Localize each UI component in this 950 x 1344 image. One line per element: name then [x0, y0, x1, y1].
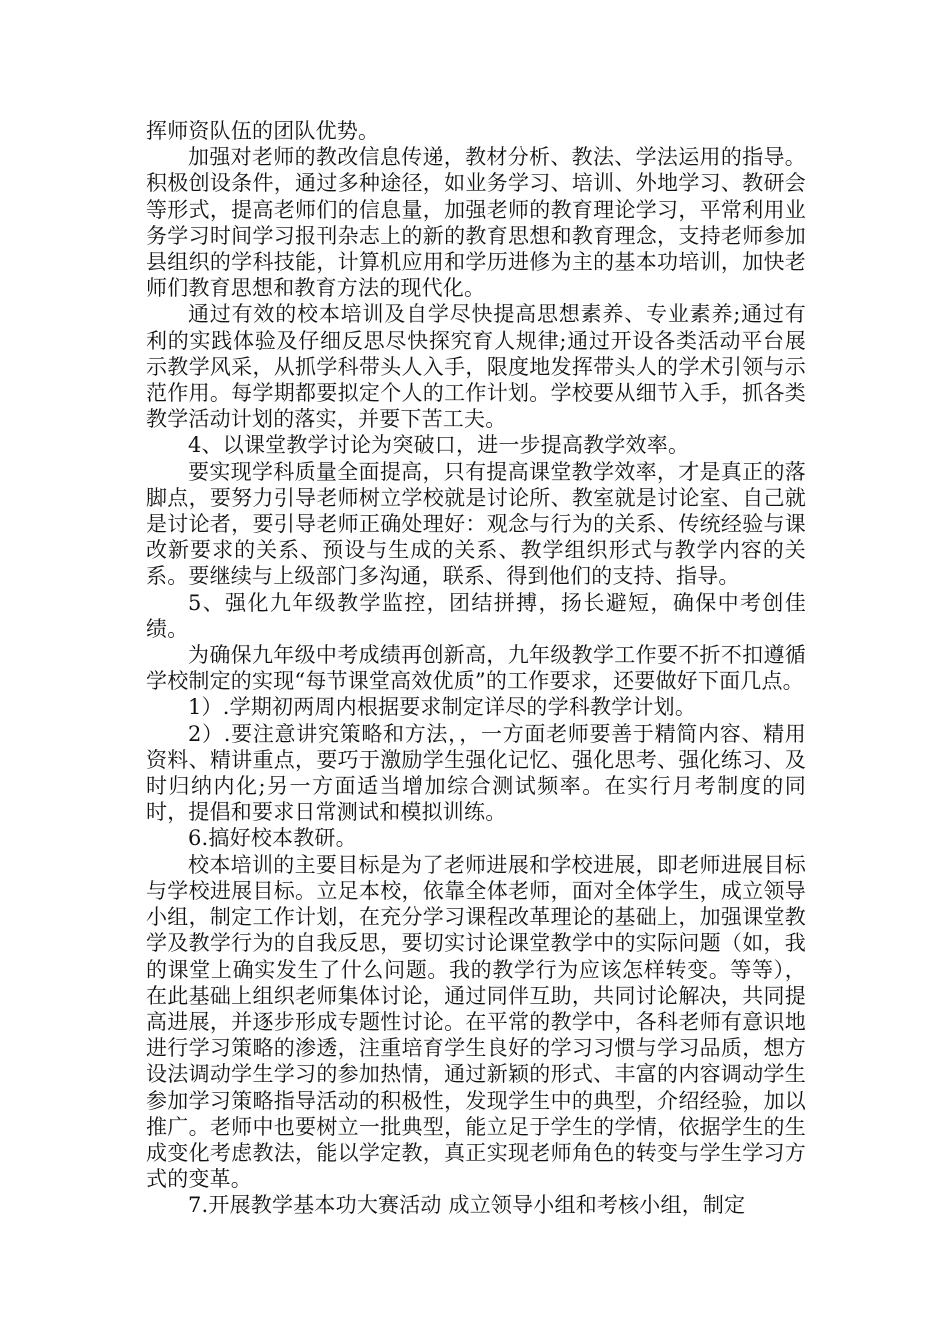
- heading-item-6: 6.搞好校本教研。: [188, 826, 357, 851]
- paragraph-school-research: 校本培训的主要目标是为了老师进展和学校进展，即老师进展目标与学校进展目标。立足本校，依靠全体老师，面对全体学生，成立领导小组，制定工作计划，在充分学习课程改革理论的基础上，加强课堂教学及教学行为的自我反思，要切实讨论课堂教学中的实际问题（如，我的课堂上确实发生了什么问题。我的教学行为应该怎样转变。等等），在此基础上组织老师集体讨论，通过同伴互助，共同讨论解决，共同提高进展，并逐步形成专题性讨论。在平常的教学中，各科老师有意识地进行学习策略的渗透，注重培育学生良好的学习习惯与学习品质，想方设法调动学生学习的参加热情，通过新颖的形式、丰富的内容调动学生参加学习策略指导活动的积极性，发现学生中的典型，介绍经验，加以推广。老师中也要树立一批典型，能立足于学生的学情，依据学生的生成变化考虑教法，能以学定教，真正实现老师角色的转变与学生学习方式的变革。: [146, 852, 806, 1192]
- heading-item-5: 5、强化九年级教学监控，团结拼搏，扬长避短，确保中考创佳绩。: [146, 590, 806, 641]
- heading-item-7: 7.开展教学基本功大赛活动 成立领导小组和考核小组，制定: [188, 1193, 746, 1218]
- paragraph-teaching-reform: 加强对老师的教改信息传递，教材分析、教法、学法运用的指导。积极创设条件，通过多种途径，如业务学习、培训、外地学习、教研会等形式，提高老师们的信息量，加强老师的教育理论学习，平常利用业务学习时间学习报刊杂志上的新的教育思想和教育理念，支持老师参加县组织的学科技能，计算机应用和学历进修为主的基本功培训，加快老师们教育思想和教育方法的现代化。: [146, 145, 806, 301]
- paragraph-grade-nine: 为确保九年级中考成绩再创新高，九年级教学工作要不折不扣遵循学校制定的实现“每节课堂高效优质”的工作要求，还要做好下面几点。: [146, 643, 806, 694]
- paragraph-classroom-efficiency: 要实现学科质量全面提高，只有提高课堂教学效率，才是真正的落脚点，要努力引导老师树立学校就是讨论所、教室就是讨论室、自己就是讨论者，要引导老师正确处理好：观念与行为的关系、传统经验与课改新要求的关系、预设与生成的关系、教学组织形式与教学内容的关系。要继续与上级部门多沟通，联系、得到他们的支持、指导。: [146, 459, 806, 589]
- paragraph-continuation: 挥师资队伍的团队优势。: [146, 119, 380, 143]
- paragraph-school-training: 通过有效的校本培训及自学尽快提高思想素养、专业素养;通过有利的实践体验及仔细反思尽快探究育人规律;通过开设各类活动平台展示教学风采，从抓学科带头人入手，限度地发挥带头人的学术引领与示范作用。每学期都要拟定个人的工作计划。学校要从细节入手，抓各类教学活动计划的落实，并要下苦工夫。: [146, 302, 806, 432]
- list-item-2: 2）.要注意讲究策略和方法，，一方面老师要善于精简内容、精用资料、精讲重点，要巧于激励学生强化记忆、强化思考、强化练习、及时归纳内化;另一方面适当增加综合测试频率。在实行月考制度的同时，提倡和要求日常测试和模拟训练。: [146, 721, 806, 825]
- heading-item-4: 4、以课堂教学讨论为突破口，进一步提高教学效率。: [188, 433, 690, 458]
- document-body: [146, 118, 806, 1219]
- list-item-1: 1）.学期初两周内根据要求制定详尽的学科教学计划。: [188, 695, 697, 720]
